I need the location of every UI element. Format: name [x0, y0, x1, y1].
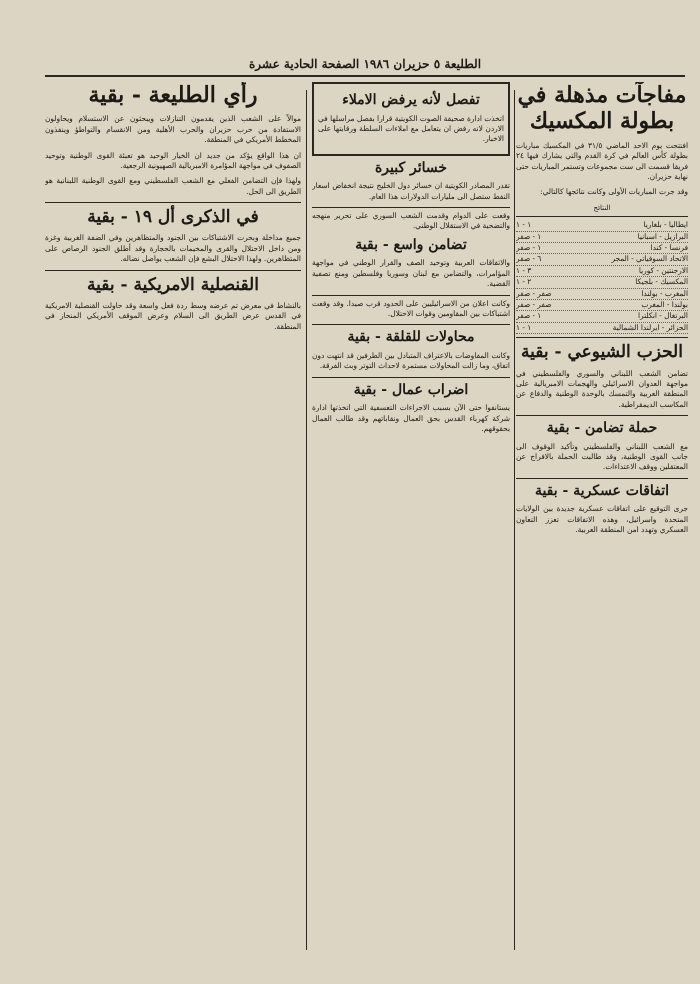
editorial-text-2: ان هذا الواقع يؤكد من جديد ان الخيار الوحيد هو تعبئة القوى الوطنية وتوحيد الصفوف في مواجهة المؤامرة الامبريالية الصهيونية الرجعية. — [45, 150, 301, 171]
score-teams: الارجنتين - كوريا — [638, 265, 688, 275]
separator — [45, 270, 301, 271]
score-teams: البرازيل - اسبانيا — [637, 231, 688, 241]
top-story-text: اتخذت ادارة صحيفة الصوت الكويتية قرارا بفصل مراسلها في الاردن لانه رفض ان يتعامل مع املاءات السلطة ورقابتها على الاخبار. — [318, 113, 504, 144]
score-value: ١ - صفر — [516, 243, 542, 253]
middle-column — [312, 82, 510, 952]
column-rule — [306, 90, 307, 950]
separator — [516, 337, 688, 338]
score-teams: المكسيك - بلجيكا — [635, 277, 688, 287]
workers-strike-headline: اضراب عمال - بقية — [353, 381, 469, 398]
world-cup-results — [516, 203, 688, 334]
kuwait-losses-headline: خسائر كبيرة — [374, 159, 448, 176]
score-row — [516, 220, 688, 231]
solidarity-headline: تضامن واسع - بقية — [355, 236, 467, 253]
anniversary-headline: في الذكرى أل ١٩ - بقية — [87, 207, 259, 228]
communist-party-text: تضامن الشعب اللبناني والسوري والفلسطيني في مواجهة العدوان الاسرائيلي والهجمات الامبريالية على المنطقة العربية والتمسك بالوحدة الوطنية والدفاع عن المكاسب الديمقراطية. — [516, 368, 688, 409]
score-teams: ايطاليا - بلغاريا — [643, 220, 688, 230]
score-teams: الجزائر - ايرلندا الشمالية — [612, 322, 688, 332]
separator — [312, 207, 510, 208]
score-row — [516, 277, 688, 288]
masthead-text: الطليعة ٥ حزيران ١٩٨٦ الصفحة الحادية عشرة — [248, 57, 482, 71]
us-consulate-text: بالنشاط في معرض تم عرضه وسط ردة فعل واسعة وقد حاولت القنصلية الامريكية في القدس عرض الطريق الى السلام وعرض الموقف الأمريكي المنحاز في المنطقة. — [45, 300, 301, 331]
editorial-text: موالاً على الشعب الذين يقدمون التنازلات ويبحثون عن الاستسلام ويحاولون الاستفادة من حرب حزيران والحرب الأهلية ومن الانقسام والتواطؤ وينفذون المخطط الأمريكي في المنطقة. — [45, 114, 301, 145]
separator — [516, 216, 688, 217]
score-row — [516, 232, 688, 243]
world-cup-text-2: وقد جرت المباريات الأولى وكانت نتائجها كالتالي: — [540, 187, 688, 197]
score-value: ٦ - صفر — [516, 254, 542, 264]
separator — [516, 478, 688, 479]
right-column — [516, 82, 688, 952]
separator — [45, 202, 301, 203]
score-value: صفر - صفر — [516, 300, 552, 310]
score-value: ١ - ١ — [516, 220, 532, 230]
separator — [516, 415, 688, 416]
score-value: ٣ - ١ — [516, 265, 532, 275]
score-row — [516, 243, 688, 254]
score-teams: المغرب - بولندا — [641, 288, 688, 298]
editorial-text-3: ولهذا فإن التضامن الفعلي مع الشعب الفلسطيني ومع القوى الوطنية اللبنانية هو الطريق الى الحل. — [45, 176, 301, 196]
separator — [312, 295, 510, 296]
score-row — [516, 300, 688, 311]
kuwait-losses-text: تقدر المصادر الكويتية ان خسائر دول الخليج نتيجة انخفاض اسعار النفط ستصل الى مليارات الدولارات هذا العام. — [312, 181, 510, 201]
top-boxed-story — [312, 82, 510, 156]
left-column — [45, 82, 301, 952]
score-row — [516, 323, 688, 334]
separator — [312, 324, 510, 325]
score-row — [516, 311, 688, 322]
results-header: النتائج — [593, 203, 611, 212]
attempts-headline: محاولات للقلقة - بقية — [347, 329, 475, 346]
editorial-headline: رأي الطليعة - بقية — [88, 82, 258, 108]
military-agreements-text: جرى التوقيع على اتفاقات عسكرية جديدة بين الولايات المتحدة واسرائيل، وهذه الاتفاقات تعزز التعاون العسكري وتهدد امن المنطقة العربية. — [516, 504, 688, 535]
workers-strike-text: يستانفوا حتى الآن بسبب الاجراءات التعسفية التي اتخذتها ادارة شركة كهرباء القدس بحق العمال ونقاباتهم وقد طالب العمال بحقوقهم. — [312, 403, 510, 433]
solidarity-text: والاتفاقات العربية وتوحيد الصف والقرار الوطني في مواجهة المؤامرات، والتضامن مع لبنان وسوريا وفلسطين ومنع تصفية القضية. — [312, 258, 510, 289]
world-cup-text: افتتحت يوم الاحد الماضي ٣١/٥ في المكسيك مباريات بطولة كأس العالم في كرة القدم والتي يشارك فيها ٢٤ فريقا قسمت الى ست مجموعات وتستمر المباريات حتى نهاية حزيران. — [516, 140, 688, 181]
results-list — [516, 220, 688, 334]
score-value: ٢ - ١ — [516, 277, 532, 287]
top-story-headline: تفصل لأنه يرفض الاملاء — [342, 92, 480, 108]
score-teams: الاتحاد السوفياتي - المجر — [611, 254, 688, 264]
score-teams: البرتغال - انكلترا — [637, 311, 688, 321]
score-value: صفر - صفر — [516, 288, 552, 298]
score-row — [516, 289, 688, 300]
lower-continuation-text: وكانت اعلان من الاسرائيليين على الحدود قرب صيدا. وقد وقعت اشتباكات بين المقاومين وقوات الاحتلال. — [312, 298, 510, 318]
anniversary-text: جميع مداخلة وبحرت الاشتباكات بين الجنود والمتظاهرين وفي الضفة الغربية وغزة ومن داخل الاحتلال والقرى والمخيمات بالحجارة وقد أطلق الجنود الرصاص على المتظاهرين. ولهذا الاحتلال البشع فإن الشعب يواصل نضاله. — [45, 233, 301, 264]
column-rule — [514, 90, 515, 950]
score-row — [516, 254, 688, 265]
score-teams: بولندا - المغرب — [641, 300, 688, 310]
military-agreements-headline: اتفاقات عسكرية - بقية — [534, 482, 670, 499]
communist-party-headline: الحزب الشيوعي - بقية — [521, 342, 683, 363]
campaign-text: مع الشعب اللبناني والفلسطيني وتأكيد الوقوف الى جانب القوى الوطنية، وقد طالبت الحملة بالافراج عن المعتقلين ووقف الاعتداءات. — [516, 441, 688, 472]
attempts-text: وكانت المفاوضات بالاعتراف المتبادل بين الطرفين قد انتهت دون اتفاق، وما زالت المحاولات مستمرة لاحداث التوتر وبث الفرقة. — [312, 350, 510, 371]
score-row — [516, 266, 688, 277]
us-consulate-headline: القنصلية الامريكية - بقية — [87, 274, 259, 295]
campaign-headline: حملة تضامن - بقية — [546, 420, 658, 437]
score-value: ١ - صفر — [516, 231, 542, 241]
upper-continuation-text: وقعت على الدوام وقدمت الشعب السوري على تحرير منهجه والتضحية في الاستقلال الوطني. — [312, 211, 510, 231]
separator — [312, 377, 510, 378]
score-value: ١ - صفر — [516, 311, 542, 321]
world-cup-headline: مفاجآت مذهلة في بطولة المكسيك — [517, 82, 687, 135]
score-teams: فرنسا - كندا — [650, 243, 688, 253]
score-value: ١ - ١ — [516, 322, 532, 332]
page-header — [45, 53, 685, 77]
